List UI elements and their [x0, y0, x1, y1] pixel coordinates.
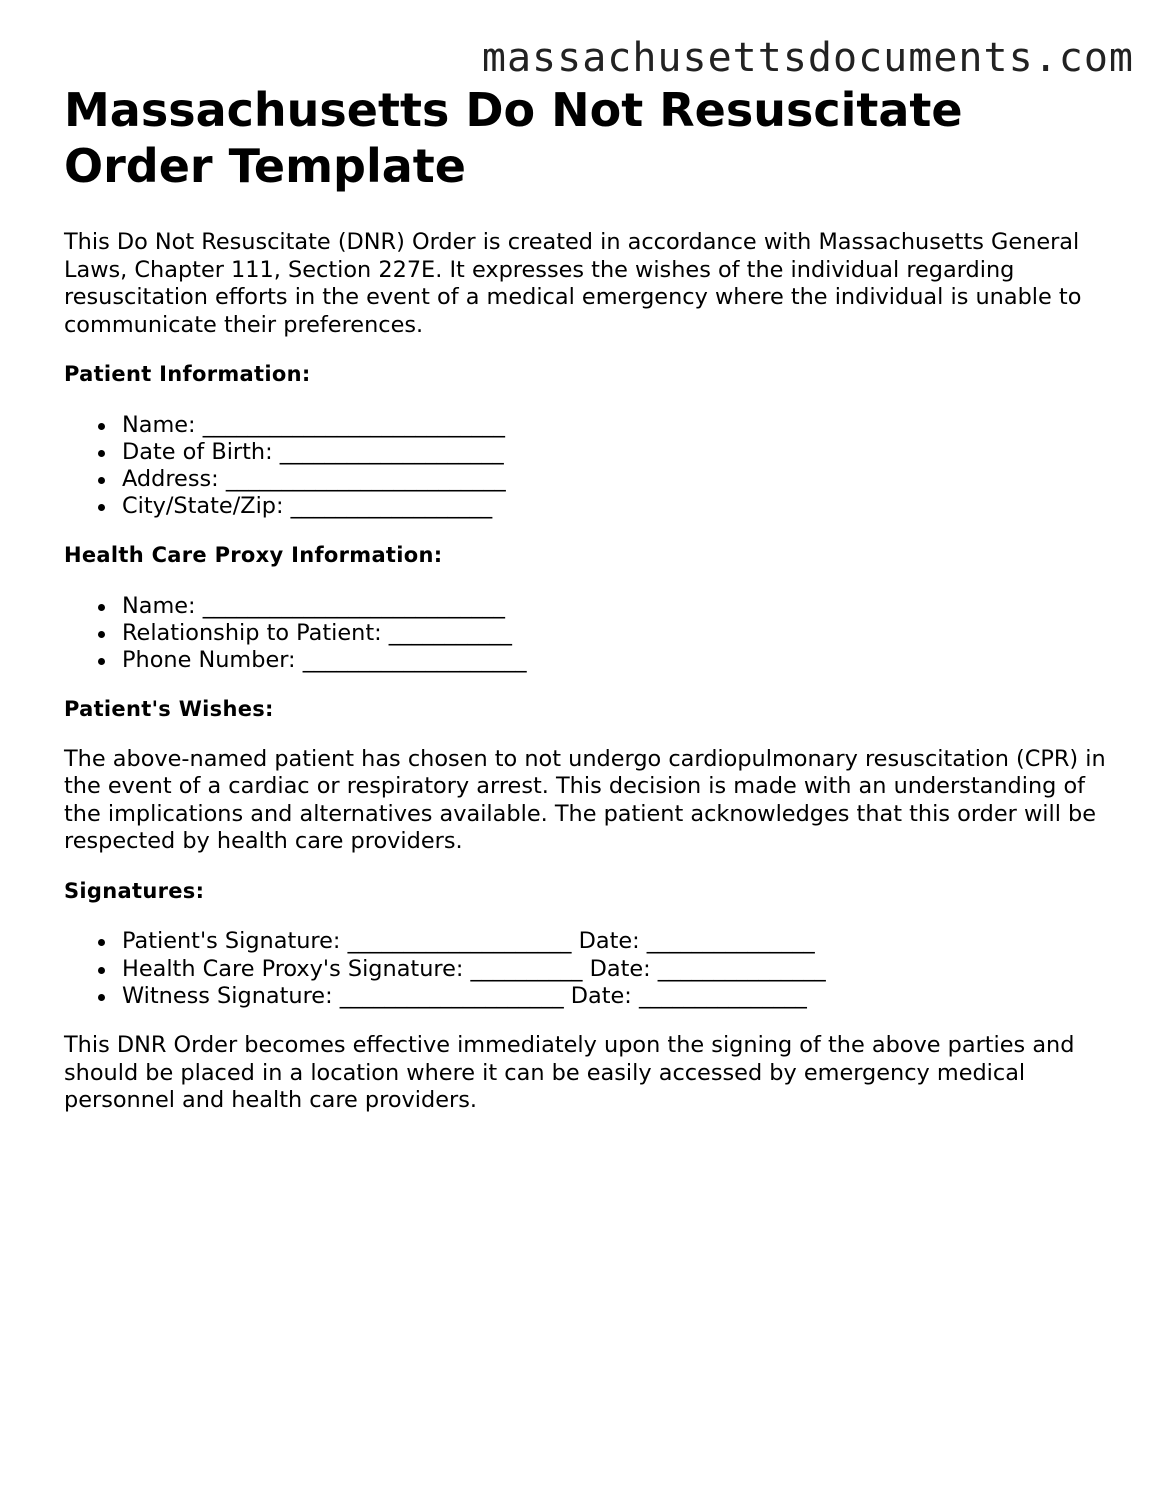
proxy-information-list [64, 593, 1114, 675]
proxy-name-field: Name: ___________________________ [122, 592, 505, 619]
bullet-icon [98, 939, 105, 946]
list-item [122, 493, 1114, 520]
list-item [122, 466, 1114, 493]
document-title: Massachusetts Do Not Resuscitate Order Template [64, 83, 963, 193]
bullet-icon [98, 423, 105, 430]
site-watermark: massachusettsdocuments.com [481, 35, 1134, 81]
list-item [122, 956, 1114, 983]
signatures-heading: Signatures: [64, 878, 205, 903]
list-item [122, 439, 1114, 466]
list-item [122, 412, 1114, 439]
patient-information-heading: Patient Information: [64, 362, 311, 386]
bullet-icon [98, 477, 105, 484]
patient-wishes-heading: Patient's Wishes: [64, 697, 274, 722]
patient-name-field: Name: ___________________________ [122, 411, 505, 438]
patient-address-field: Address: _________________________ [122, 465, 506, 492]
intro-paragraph: This Do Not Resuscitate (DNR) Order is created in accordance with Massachusetts General Laws, Chapter 111, Section 227E. It expresses the wishes of the individual regarding resuscitation efforts in the event of a medical emergency where the individual is unable to communicate their preferences. [64, 229, 1082, 338]
proxy-information-heading: Health Care Proxy Information: [64, 543, 443, 568]
list-item [122, 620, 1114, 647]
document-body [64, 82, 1114, 1115]
bullet-icon [98, 631, 105, 638]
list-item [122, 983, 1114, 1010]
list-item [122, 593, 1114, 620]
bullet-icon [98, 658, 105, 665]
bullet-icon [98, 504, 105, 511]
proxy-phone-field: Phone Number: ____________________ [122, 647, 527, 674]
signatures-list [64, 928, 1114, 1010]
witness-signature-line: Witness Signature: ____________________ Date: _______________ [122, 982, 807, 1009]
proxy-signature-line: Health Care Proxy's Signature: __________ Date: _______________ [122, 955, 826, 982]
bullet-icon [98, 604, 105, 611]
patient-dob-field: Date of Birth: ____________________ [122, 438, 504, 465]
bullet-icon [98, 450, 105, 457]
patient-signature-line: Patient's Signature: ____________________ Date: _______________ [122, 928, 815, 955]
list-item [122, 647, 1114, 674]
list-item [122, 928, 1114, 955]
patient-wishes-paragraph: The above-named patient has chosen to not undergo cardiopulmonary resuscitation (CPR) in the event of a cardiac or respiratory arrest. This decision is made with an understanding of the implications and alternatives available. The patient acknowledges that this order will be respected by health care providers. [64, 745, 1106, 855]
proxy-relationship-field: Relationship to Patient: ___________ [122, 620, 512, 647]
bullet-icon [98, 994, 105, 1001]
patient-information-list [64, 412, 1114, 521]
patient-city-state-zip-field: City/State/Zip: __________________ [122, 493, 493, 520]
closing-paragraph: This DNR Order becomes effective immediately upon the signing of the above parties and should be placed in a location where it can be easily accessed by emergency medical personnel and health care providers. [64, 1032, 1075, 1114]
bullet-icon [98, 967, 105, 974]
